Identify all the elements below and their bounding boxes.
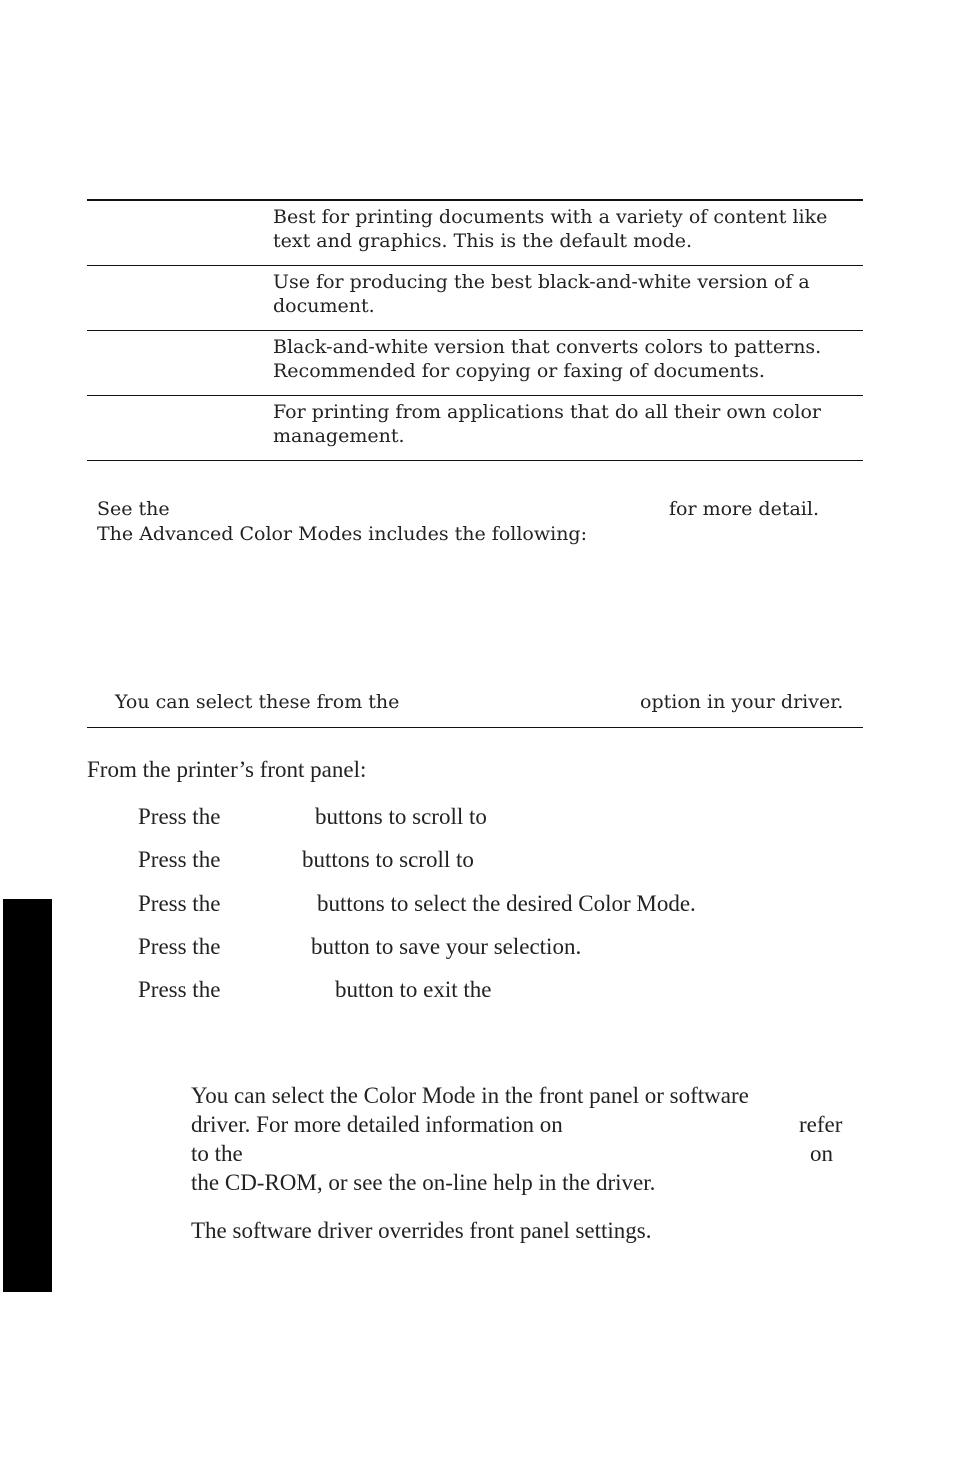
note-for-more-detail: for more detail. (669, 498, 819, 520)
table-row-divider (87, 330, 863, 331)
table-row (273, 335, 821, 383)
row-description-line: Black-and-white version that converts colors to patterns. (273, 336, 822, 358)
step-press: Press the (138, 847, 221, 872)
step-text: button to save your selection. (311, 934, 582, 959)
step-text: button to exit the (335, 977, 492, 1002)
tip-line: refer (799, 1112, 843, 1137)
table-top-rule (87, 199, 863, 201)
tip-line: on (810, 1141, 833, 1166)
step-text: buttons to scroll to (315, 804, 487, 829)
step-press: Press the (138, 934, 221, 959)
tip-line: driver. For more detailed information on (191, 1112, 563, 1137)
step-press: Press the (138, 804, 221, 829)
note-select-from: You can select these from the (115, 691, 400, 713)
step-press: Press the (138, 891, 221, 916)
row-description-line: text and graphics. This is the default mode. (273, 230, 693, 252)
table-bottom-rule (87, 460, 863, 461)
table-row-divider (87, 395, 863, 396)
front-panel-intro: From the printer’s front panel: (87, 757, 367, 782)
tip-line: The software driver overrides front panel settings. (191, 1218, 652, 1243)
note-see-the: See the (97, 498, 170, 520)
note-bottom-rule (87, 727, 863, 728)
step-text: buttons to select the desired Color Mode. (317, 891, 696, 916)
note-option-driver: option in your driver. (640, 691, 844, 713)
row-description-line: For printing from applications that do all their own color (273, 401, 821, 423)
table-row-divider (87, 265, 863, 266)
tip-line: to the (191, 1141, 243, 1166)
table-row (273, 400, 821, 448)
note-advanced-modes: The Advanced Color Modes includes the following: (97, 523, 587, 545)
table-row (273, 270, 810, 318)
tip-line: You can select the Color Mode in the front panel or software (191, 1083, 749, 1108)
step-press: Press the (138, 977, 221, 1002)
chapter-tab (3, 899, 52, 1292)
row-description-line: management. (273, 425, 405, 447)
table-row (273, 205, 827, 253)
row-description-line: Recommended for copying or faxing of documents. (273, 360, 765, 382)
row-description-line: document. (273, 295, 375, 317)
step-text: buttons to scroll to (302, 847, 474, 872)
tip-line: the CD-ROM, or see the on-line help in the driver. (191, 1170, 656, 1195)
row-description-line: Use for producing the best black-and-white version of a (273, 271, 810, 293)
row-description-line: Best for printing documents with a variety of content like (273, 206, 828, 228)
